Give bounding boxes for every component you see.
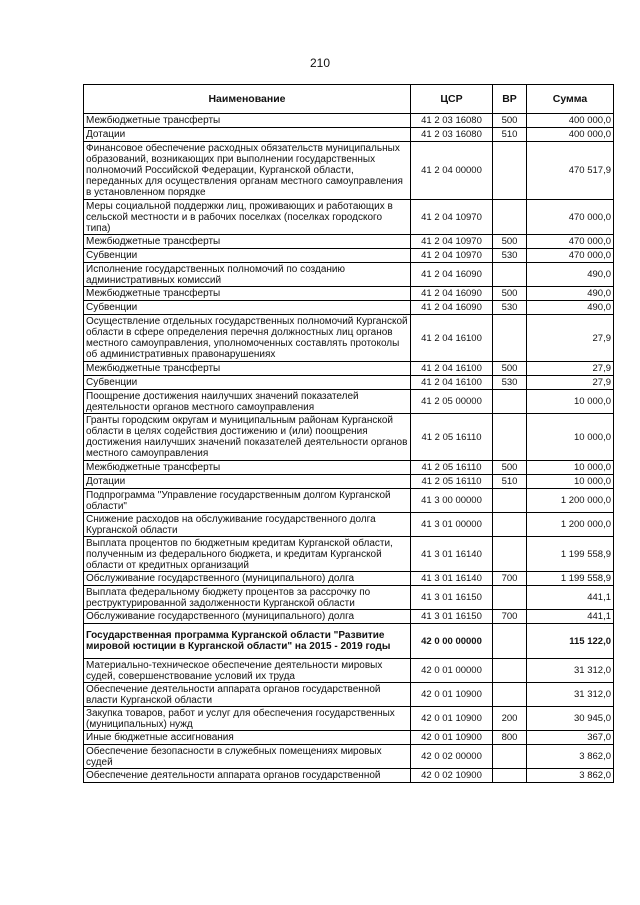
- row-csr-cell: 41 2 04 16100: [411, 376, 493, 390]
- row-csr-cell: 41 2 05 00000: [411, 390, 493, 414]
- row-vr-cell: 510: [493, 128, 527, 142]
- row-name-cell: Субвенции: [84, 301, 411, 315]
- table-row: [84, 390, 614, 414]
- row-vr-cell: [493, 414, 527, 461]
- table-row: [84, 128, 614, 142]
- table-row: [84, 513, 614, 537]
- header-sum: Сумма: [527, 85, 614, 114]
- table-row: [84, 610, 614, 624]
- row-vr-cell: 530: [493, 301, 527, 315]
- row-csr-cell: 41 2 03 16080: [411, 128, 493, 142]
- row-csr-cell: 41 2 05 16110: [411, 475, 493, 489]
- row-name-cell: Материально-техническое обеспечение деятельности мировых судей, совершенствование условий их труда: [84, 659, 411, 683]
- row-csr-cell: 41 2 04 00000: [411, 142, 493, 200]
- row-name-cell: Обслуживание государственного (муниципального) долга: [84, 572, 411, 586]
- row-vr-cell: 530: [493, 249, 527, 263]
- row-name-cell: Обеспечение деятельности аппарата органов государственной: [84, 769, 411, 783]
- table-row: [84, 249, 614, 263]
- row-csr-cell: 41 2 04 10970: [411, 200, 493, 235]
- row-vr-cell: 800: [493, 731, 527, 745]
- row-vr-cell: [493, 624, 527, 659]
- page-number: 210: [309, 56, 331, 70]
- row-csr-cell: 41 2 05 16110: [411, 414, 493, 461]
- row-vr-cell: 200: [493, 707, 527, 731]
- row-sum-cell: 115 122,0: [527, 624, 614, 659]
- row-sum-cell: 10 000,0: [527, 461, 614, 475]
- row-sum-cell: 470 000,0: [527, 235, 614, 249]
- row-sum-cell: 27,9: [527, 315, 614, 362]
- row-sum-cell: 441,1: [527, 610, 614, 624]
- row-sum-cell: 31 312,0: [527, 683, 614, 707]
- table-row: [84, 235, 614, 249]
- row-csr-cell: 42 0 02 10900: [411, 769, 493, 783]
- table-row: [84, 362, 614, 376]
- row-sum-cell: 490,0: [527, 301, 614, 315]
- row-sum-cell: 470 000,0: [527, 200, 614, 235]
- table-row: [84, 263, 614, 287]
- row-name-cell: Меры социальной поддержки лиц, проживающих и работающих в сельской местности и в рабочих поселках (поселках городского типа): [84, 200, 411, 235]
- row-name-cell: Межбюджетные трансферты: [84, 287, 411, 301]
- table-row: [84, 683, 614, 707]
- table-row: [84, 769, 614, 783]
- row-sum-cell: 1 199 558,9: [527, 572, 614, 586]
- table-row: [84, 731, 614, 745]
- row-name-cell: Субвенции: [84, 249, 411, 263]
- row-vr-cell: [493, 315, 527, 362]
- row-name-cell: Обслуживание государственного (муниципального) долга: [84, 610, 411, 624]
- row-sum-cell: 490,0: [527, 287, 614, 301]
- row-vr-cell: 500: [493, 235, 527, 249]
- table-row: [84, 200, 614, 235]
- header-csr: ЦСР: [411, 85, 493, 114]
- table-header-row: [84, 85, 614, 114]
- header-vr: ВР: [493, 85, 527, 114]
- row-name-cell: Межбюджетные трансферты: [84, 235, 411, 249]
- row-vr-cell: [493, 537, 527, 572]
- row-vr-cell: 700: [493, 610, 527, 624]
- table-row: [84, 489, 614, 513]
- row-name-cell: Выплата процентов по бюджетным кредитам Курганской области, полученным из федерального бюджета, и кредитам Курганской области от кредитных организаций: [84, 537, 411, 572]
- row-vr-cell: 530: [493, 376, 527, 390]
- row-sum-cell: 367,0: [527, 731, 614, 745]
- row-vr-cell: 500: [493, 362, 527, 376]
- row-csr-cell: 41 2 04 16090: [411, 263, 493, 287]
- row-name-cell: Выплата федеральному бюджету процентов за рассрочку по реструктурированной задолженности Курганской области: [84, 586, 411, 610]
- row-sum-cell: 1 200 000,0: [527, 489, 614, 513]
- table-row: [84, 475, 614, 489]
- row-vr-cell: 510: [493, 475, 527, 489]
- row-sum-cell: 400 000,0: [527, 114, 614, 128]
- row-name-cell: Межбюджетные трансферты: [84, 362, 411, 376]
- row-name-cell: Межбюджетные трансферты: [84, 114, 411, 128]
- table-row: [84, 659, 614, 683]
- row-vr-cell: [493, 390, 527, 414]
- row-csr-cell: 42 0 01 10900: [411, 731, 493, 745]
- row-csr-cell: 41 3 01 16140: [411, 572, 493, 586]
- table-row: [84, 461, 614, 475]
- row-csr-cell: 41 3 01 16150: [411, 610, 493, 624]
- row-sum-cell: 10 000,0: [527, 414, 614, 461]
- row-vr-cell: 500: [493, 287, 527, 301]
- row-csr-cell: 42 0 01 00000: [411, 659, 493, 683]
- row-vr-cell: [493, 263, 527, 287]
- row-vr-cell: [493, 513, 527, 537]
- row-sum-cell: 400 000,0: [527, 128, 614, 142]
- row-sum-cell: 1 199 558,9: [527, 537, 614, 572]
- row-csr-cell: 41 3 00 00000: [411, 489, 493, 513]
- row-vr-cell: [493, 683, 527, 707]
- row-vr-cell: 700: [493, 572, 527, 586]
- row-name-cell: Закупка товаров, работ и услуг для обеспечения государственных (муниципальных) нужд: [84, 707, 411, 731]
- row-name-cell: Дотации: [84, 475, 411, 489]
- table-row: [84, 142, 614, 200]
- row-csr-cell: 42 0 01 10900: [411, 707, 493, 731]
- row-vr-cell: [493, 745, 527, 769]
- table-row: [84, 624, 614, 659]
- row-sum-cell: 470 517,9: [527, 142, 614, 200]
- budget-table: [83, 84, 614, 783]
- row-sum-cell: 441,1: [527, 586, 614, 610]
- table-row: [84, 572, 614, 586]
- row-name-cell: Обеспечение деятельности аппарата органов государственной власти Курганской области: [84, 683, 411, 707]
- row-vr-cell: [493, 489, 527, 513]
- row-name-cell: Исполнение государственных полномочий по созданию административных комиссий: [84, 263, 411, 287]
- row-vr-cell: [493, 769, 527, 783]
- row-vr-cell: 500: [493, 114, 527, 128]
- row-csr-cell: 41 2 04 16090: [411, 301, 493, 315]
- header-name: Наименование: [84, 85, 411, 114]
- row-vr-cell: 500: [493, 461, 527, 475]
- row-csr-cell: 41 3 01 00000: [411, 513, 493, 537]
- table-row: [84, 414, 614, 461]
- row-csr-cell: 42 0 02 00000: [411, 745, 493, 769]
- row-name-cell: Межбюджетные трансферты: [84, 461, 411, 475]
- row-csr-cell: 42 0 00 00000: [411, 624, 493, 659]
- row-vr-cell: [493, 142, 527, 200]
- row-name-cell: Гранты городским округам и муниципальным районам Курганской области в целях содействия достижению и (или) поощрения достижения наилучших значений показателей деятельности органов местного самоуправления: [84, 414, 411, 461]
- row-sum-cell: 27,9: [527, 376, 614, 390]
- row-sum-cell: 3 862,0: [527, 745, 614, 769]
- row-csr-cell: 41 2 04 10970: [411, 235, 493, 249]
- row-name-cell: Поощрение достижения наилучших значений показателей деятельности органов местного самоуправления: [84, 390, 411, 414]
- row-name-cell: Подпрограмма "Управление государственным долгом Курганской области": [84, 489, 411, 513]
- row-csr-cell: 41 2 03 16080: [411, 114, 493, 128]
- row-csr-cell: 41 2 04 10970: [411, 249, 493, 263]
- row-name-cell: Снижение расходов на обслуживание государственного долга Курганской области: [84, 513, 411, 537]
- row-name-cell: Иные бюджетные ассигнования: [84, 731, 411, 745]
- row-csr-cell: 41 3 01 16140: [411, 537, 493, 572]
- table-row: [84, 287, 614, 301]
- row-csr-cell: 41 2 05 16110: [411, 461, 493, 475]
- table-row: [84, 114, 614, 128]
- row-sum-cell: 27,9: [527, 362, 614, 376]
- row-name-cell: Осуществление отдельных государственных полномочий Курганской области в сфере определения перечня должностных лиц органов местного самоуправления, уполномоченных составлять протоколы об административных правонарушениях: [84, 315, 411, 362]
- table-row: [84, 376, 614, 390]
- row-name-cell: Обеспечение безопасности в служебных помещениях мировых судей: [84, 745, 411, 769]
- table-row: [84, 315, 614, 362]
- row-name-cell: Дотации: [84, 128, 411, 142]
- row-sum-cell: 10 000,0: [527, 390, 614, 414]
- row-sum-cell: 10 000,0: [527, 475, 614, 489]
- row-vr-cell: [493, 200, 527, 235]
- row-name-cell: Финансовое обеспечение расходных обязательств муниципальных образований, возникающих при выполнении государственных полномочий Российской Федерации, Курганской области, переданных для осуществления органам местного самоуправления в установленном порядке: [84, 142, 411, 200]
- row-name-cell: Субвенции: [84, 376, 411, 390]
- row-vr-cell: [493, 586, 527, 610]
- row-csr-cell: 41 3 01 16150: [411, 586, 493, 610]
- table-row: [84, 707, 614, 731]
- row-sum-cell: 1 200 000,0: [527, 513, 614, 537]
- row-csr-cell: 41 2 04 16090: [411, 287, 493, 301]
- row-csr-cell: 41 2 04 16100: [411, 315, 493, 362]
- row-sum-cell: 470 000,0: [527, 249, 614, 263]
- table-row: [84, 745, 614, 769]
- table-row: [84, 537, 614, 572]
- row-csr-cell: 42 0 01 10900: [411, 683, 493, 707]
- table-row: [84, 301, 614, 315]
- row-sum-cell: 30 945,0: [527, 707, 614, 731]
- table-body: [84, 114, 614, 783]
- row-sum-cell: 31 312,0: [527, 659, 614, 683]
- row-sum-cell: 490,0: [527, 263, 614, 287]
- row-name-cell: Государственная программа Курганской области "Развитие мировой юстиции в Курганской области" на 2015 - 2019 годы: [84, 624, 411, 659]
- row-sum-cell: 3 862,0: [527, 769, 614, 783]
- row-vr-cell: [493, 659, 527, 683]
- row-csr-cell: 41 2 04 16100: [411, 362, 493, 376]
- table-row: [84, 586, 614, 610]
